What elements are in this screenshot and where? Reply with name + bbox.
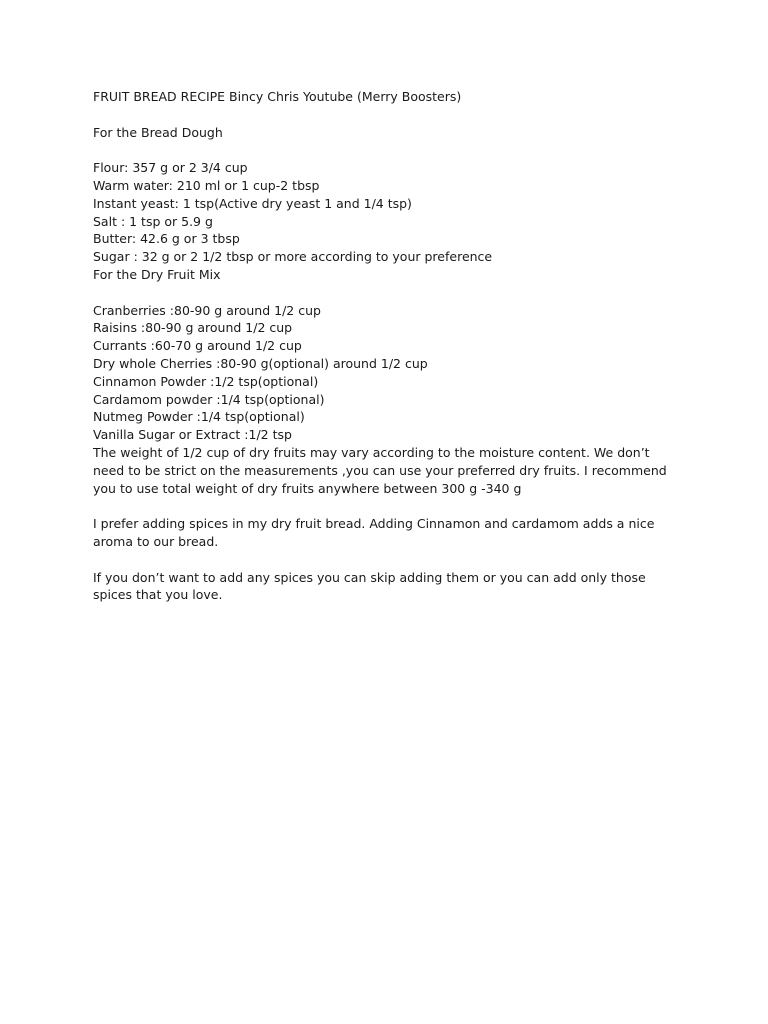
paragraph-line: you to use total weight of dry fruits anywhere between 300 g -340 g xyxy=(93,480,522,496)
fruit-mix-heading: For the Dry Fruit Mix xyxy=(93,266,221,282)
weight-note-paragraph xyxy=(93,444,683,497)
fruit-ingredient: Vanilla Sugar or Extract :1/2 tsp xyxy=(93,427,292,443)
spacer xyxy=(93,284,683,302)
document-body xyxy=(93,88,683,604)
fruit-ingredient: Raisins :80-90 g around 1/2 cup xyxy=(93,320,293,336)
paragraph-line: aroma to our bread. xyxy=(93,533,219,549)
spacer xyxy=(93,106,683,124)
spacer xyxy=(93,141,683,159)
fruit-ingredient: Dry whole Cherries :80-90 g(optional) around 1/2 cup xyxy=(93,355,428,371)
dough-heading: For the Bread Dough xyxy=(93,124,223,140)
spacer xyxy=(93,551,683,569)
dough-ingredient: Butter: 42.6 g or 3 tbsp xyxy=(93,231,240,247)
paragraph-line: spices that you love. xyxy=(93,587,223,603)
fruit-ingredient: Cinnamon Powder :1/2 tsp(optional) xyxy=(93,373,319,389)
paragraph-line: The weight of 1/2 cup of dry fruits may vary according to the moisture content. We don’t xyxy=(93,444,650,460)
spacer xyxy=(93,497,683,515)
dough-ingredient-list xyxy=(93,159,683,266)
fruit-ingredient: Cardamom powder :1/4 tsp(optional) xyxy=(93,391,325,407)
fruit-ingredient-list xyxy=(93,302,683,444)
paragraph-line: need to be strict on the measurements ,you can use your preferred dry fruits. I recommend xyxy=(93,462,667,478)
paragraph-line: If you don’t want to add any spices you can skip adding them or you can add only those xyxy=(93,569,646,585)
paragraph-line: I prefer adding spices in my dry fruit bread. Adding Cinnamon and cardamom adds a nice xyxy=(93,516,655,532)
spice-note-paragraph xyxy=(93,515,683,551)
dough-ingredient: Flour: 357 g or 2 3/4 cup xyxy=(93,160,248,176)
recipe-title: FRUIT BREAD RECIPE Bincy Chris Youtube (Merry Boosters) xyxy=(93,89,462,104)
skip-note-paragraph xyxy=(93,569,683,605)
dough-ingredient: Sugar : 32 g or 2 1/2 tbsp or more according to your preference xyxy=(93,249,493,265)
fruit-ingredient: Cranberries :80-90 g around 1/2 cup xyxy=(93,302,321,318)
dough-ingredient: Warm water: 210 ml or 1 cup-2 tbsp xyxy=(93,177,320,193)
fruit-ingredient: Currants :60-70 g around 1/2 cup xyxy=(93,338,302,354)
dough-ingredient: Salt : 1 tsp or 5.9 g xyxy=(93,213,213,229)
fruit-ingredient: Nutmeg Powder :1/4 tsp(optional) xyxy=(93,409,305,425)
dough-ingredient: Instant yeast: 1 tsp(Active dry yeast 1 and 1/4 tsp) xyxy=(93,195,412,211)
